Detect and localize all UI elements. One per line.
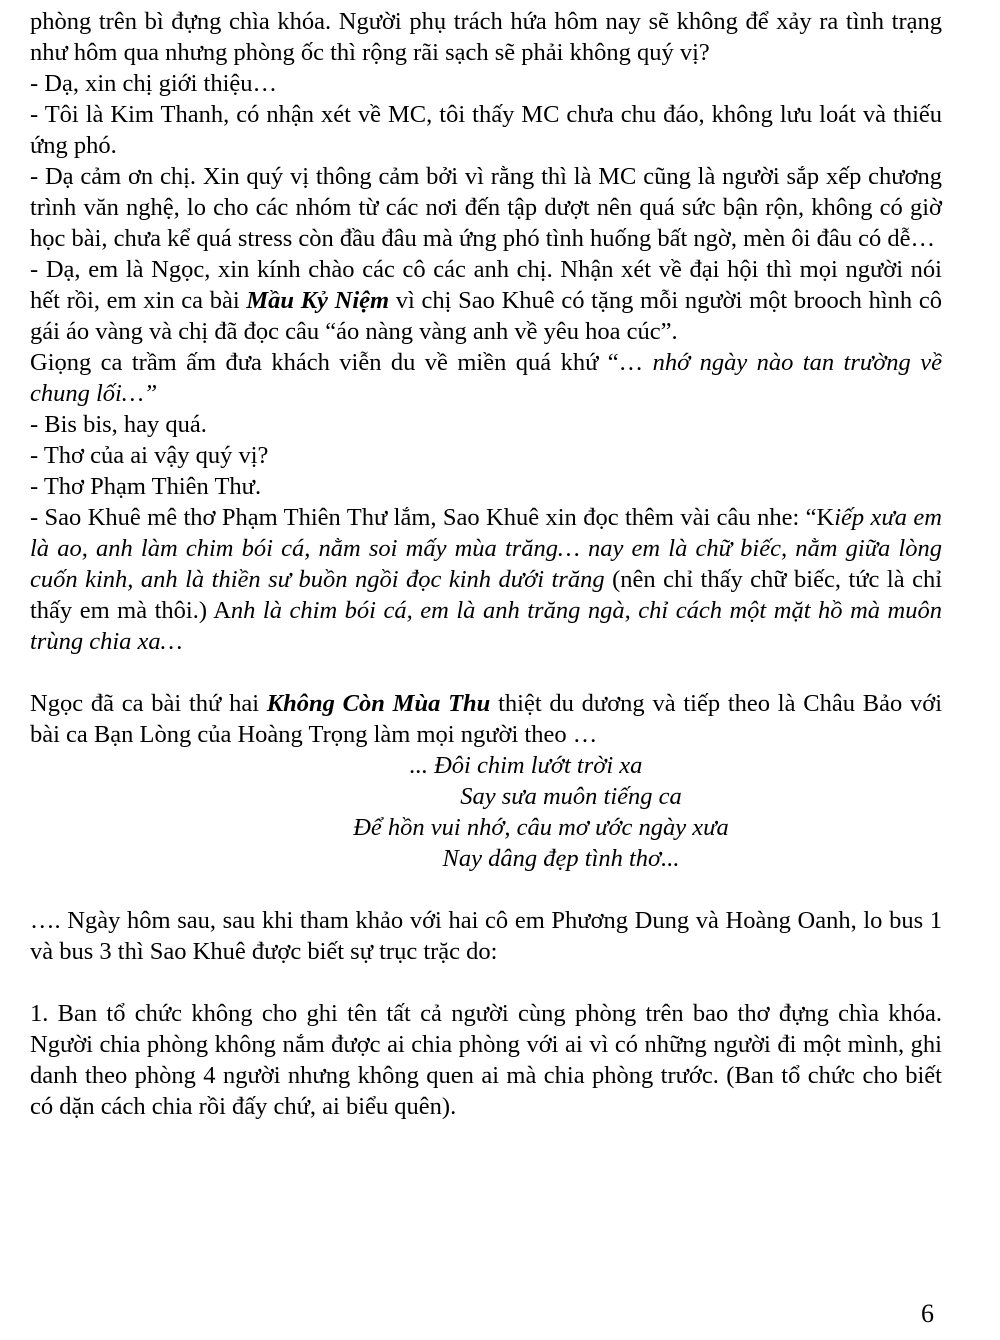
spacer xyxy=(30,874,942,905)
dialogue-line xyxy=(30,254,942,347)
narrative-paragraph: …. Ngày hôm sau, sau khi tham khảo với hai cô em Phương Dung và Hoàng Oanh, lo bus 1 và bus 3 thì Sao Khuê được biết sự trục trặc do: xyxy=(30,907,942,965)
dialogue-line: - Dạ, xin chị giới thiệu… xyxy=(30,70,278,97)
dialogue-line xyxy=(30,502,942,657)
dialogue-line: - Tôi là Kim Thanh, có nhận xét về MC, tôi thấy MC chưa chu đáo, không lưu loát và thiếu ứng phó. xyxy=(30,101,942,159)
spacer xyxy=(30,967,942,998)
text-run: vì chị Sao Khuê có tặng mỗi người một brooch hình cô gái áo vàng và chị đã đọc câu “áo nàng vàng anh về yêu hoa cúc”. xyxy=(30,287,942,345)
text-run: thiệt du dương và tiếp theo là Châu Bảo với bài ca Bạn Lòng của Hoàng Trọng làm mọi người theo … xyxy=(30,690,943,748)
song-title: Mầu Kỷ Niệm xyxy=(246,287,390,314)
text-run: Giọng ca trầm ấm đưa khách viễn du về miền quá khứ “… xyxy=(30,349,653,376)
paragraph-intro: phòng trên bì đựng chìa khóa. Người phụ trách hứa hôm nay sẽ không để xảy ra tình trạng như hôm qua nhưng phòng ốc thì rộng rãi sạch sẽ phải không quý vị? xyxy=(30,8,942,66)
numbered-item: 1. Ban tổ chức không cho ghi tên tất cả người cùng phòng trên bao thơ đựng chìa khóa. Người chia phòng không nắm được ai chia phòng với ai vì có những người đi một mình, ghi danh theo phòng 4 người nhưng không quen ai mà chia phòng trước. (Ban tổ chức cho biết có dặn cách chia rồi đấy chứ, ai biểu quên). xyxy=(30,1000,942,1120)
lyric-quote: nhớ ngày nào tan trường về chung lối…” xyxy=(30,349,942,407)
dialogue-line: - Bis bis, hay quá. xyxy=(30,411,207,438)
dialogue-line: - Thơ Phạm Thiên Thư. xyxy=(30,473,262,500)
text-run: Ngọc đã ca bài thứ hai xyxy=(30,690,267,717)
text-run: - Sao Khuê mê thơ Phạm Thiên Thư lắm, Sao Khuê xin đọc thêm vài câu nhe: “K xyxy=(30,504,835,531)
song-lyrics xyxy=(30,750,942,874)
narrative-paragraph xyxy=(30,347,942,409)
song-title: Không Còn Mùa Thu xyxy=(266,690,491,717)
narrative-paragraph xyxy=(30,688,942,750)
lyric-line: Nay dâng đẹp tình thơ... xyxy=(442,845,680,872)
page-number: 6 xyxy=(921,1299,934,1328)
poem-quote: iếp xưa em là ao, anh làm chim bói cá, nằm soi mấy mùa trăng… nay em là chữ biếc, nằm giữa lòng cuốn kinh, anh là thiền sư buồn ngồi đọc kinh dưới trăng xyxy=(30,504,942,593)
poem-quote: nh là chim bói cá, em là anh trăng ngà, chỉ cách một mặt hồ mà muôn trùng chia xa… xyxy=(30,597,942,655)
dialogue-line: - Dạ cảm ơn chị. Xin quý vị thông cảm bởi vì rằng thì là MC cũng là người sắp xếp chương trình văn nghệ, lo cho các nhóm từ các nơi đến tập dượt nên quá sức bận rộn, không có giờ học bài, chưa kể quá stress còn đầu đâu mà ứng phó tình huống bất ngờ, mèn ôi đâu có dễ… xyxy=(30,163,942,252)
document-page xyxy=(30,6,942,1122)
lyric-line: ... Đôi chim lướt trời xa xyxy=(409,752,643,779)
spacer xyxy=(30,657,942,688)
lyric-line: Để hồn vui nhớ, câu mơ ước ngày xưa xyxy=(353,814,729,841)
lyric-line: Say sưa muôn tiếng ca xyxy=(460,783,682,810)
dialogue-line: - Thơ của ai vậy quý vị? xyxy=(30,442,269,469)
text-run: - Dạ, em là Ngọc, xin kính chào các cô các anh chị. Nhận xét về đại hội thì mọi người nói hết rồi, em xin ca bài xyxy=(30,256,942,314)
text-run: (nên chỉ thấy chữ biếc, tức là chỉ thấy em mà thôi.) A xyxy=(30,566,942,624)
